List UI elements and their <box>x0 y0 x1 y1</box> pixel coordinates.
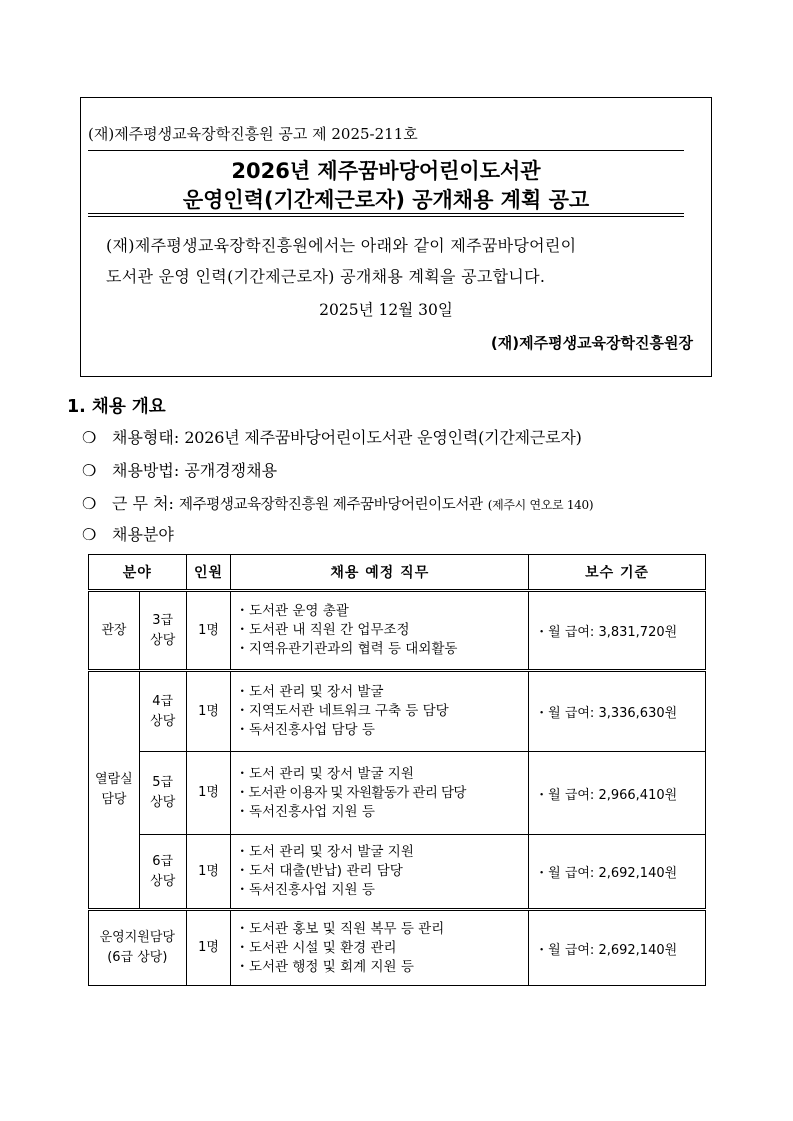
duty-line: ・도서관 시설 및 환경 관리 <box>235 939 397 956</box>
pay-cell: ・월 급여: 3,336,630원 <box>529 671 706 752</box>
grade-cell: 4급 상당 <box>139 671 186 752</box>
circle-bullet-icon: ❍ <box>82 494 97 513</box>
header-field: 분야 <box>89 555 187 591</box>
table-row <box>89 910 706 986</box>
duty-line: ・도서 대출(반납) 관리 담당 <box>235 863 403 879</box>
title-rule-bottom-double <box>88 216 684 217</box>
item-value: 제주평생교육장학진흥원 제주꿈바당어린이도서관 <box>179 497 483 513</box>
item-label: 채용분야 <box>112 525 174 544</box>
duty-line: ・독서진흥사업 담당 등 <box>235 722 375 738</box>
overview-item-workplace <box>82 491 593 514</box>
count-cell: 1명 <box>186 752 231 835</box>
duty-line: ・도서관 내 직원 간 업무조정 <box>235 622 410 638</box>
notice-date: 2025년 12월 30일 <box>319 301 453 319</box>
duty-line: ・도서관 홍보 및 직원 복무 등 관리 <box>235 920 445 937</box>
table-row <box>89 591 706 671</box>
grade-cell: 5급 상당 <box>139 752 186 835</box>
notice-signature: (재)제주평생교육장학진흥원장 <box>490 334 693 352</box>
title-rule-bottom <box>88 213 684 214</box>
item-value: 2026년 제주꿈바당어린이도서관 운영인력(기간제근로자) <box>184 428 582 447</box>
duties-cell <box>231 671 529 752</box>
header-pay: 보수 기준 <box>529 555 706 591</box>
table-row <box>89 835 706 910</box>
count-cell: 1명 <box>186 835 231 910</box>
duty-line: ・독서진흥사업 지원 등 <box>235 803 375 820</box>
field-cell: 열람실 담당 <box>89 671 140 910</box>
duties-cell <box>231 910 529 986</box>
field-line: (6급 상당) <box>107 950 168 965</box>
count-cell: 1명 <box>186 910 231 986</box>
duties-cell <box>231 591 529 671</box>
duty-line: ・지역도서관 네트워크 구축 등 담당 <box>235 703 449 719</box>
overview-item-fields <box>82 522 174 545</box>
notice-body-line2: 도서관 운영 인력(기간제근로자) 공개채용 계획을 공고합니다. <box>106 267 546 286</box>
circle-bullet-icon: ❍ <box>82 525 97 544</box>
circle-bullet-icon: ❍ <box>82 428 97 447</box>
recruitment-table <box>88 554 706 986</box>
notice-title-line2: 운영인력(기간제근로자) 공개채용 계획 공고 <box>182 188 590 212</box>
item-value: 공개경쟁채용 <box>184 461 278 480</box>
duty-line: ・독서진흥사업 지원 등 <box>235 882 375 898</box>
item-label: 채용형태: <box>112 428 185 447</box>
title-rule-top <box>88 150 684 151</box>
duty-line: ・도서관 운영 총괄 <box>235 603 349 619</box>
table-row <box>89 671 706 752</box>
header-duties: 채용 예정 직무 <box>231 555 529 591</box>
item-label: 근 무 처: <box>112 494 180 513</box>
duties-cell <box>231 835 529 910</box>
item-note: (제주시 연오로 140) <box>487 498 594 512</box>
notice-number: (재)제주평생교육장학진흥원 공고 제 2025-211호 <box>88 125 418 143</box>
grade-cell: 6급 상당 <box>139 835 186 910</box>
grade-cell: 3급 상당 <box>139 591 186 671</box>
duty-line: ・지역유관기관과의 협력 등 대외활동 <box>235 641 458 657</box>
duty-line: ・도서 관리 및 장서 발굴 지원 <box>235 765 414 782</box>
pay-cell: ・월 급여: 2,692,140원 <box>529 910 706 986</box>
overview-item-type <box>82 425 582 448</box>
pay-cell: ・월 급여: 2,966,410원 <box>529 752 706 835</box>
count-cell: 1명 <box>186 671 231 752</box>
pay-cell: ・월 급여: 2,692,140원 <box>529 835 706 910</box>
field-cell: 관장 <box>89 591 140 671</box>
duty-line: ・도서 관리 및 장서 발굴 <box>235 684 384 700</box>
field-cell <box>89 910 187 986</box>
table-header-row <box>89 555 706 591</box>
duties-cell <box>231 752 529 835</box>
item-label: 채용방법: <box>112 461 185 480</box>
count-cell: 1명 <box>186 591 231 671</box>
duty-line: ・도서 관리 및 장서 발굴 지원 <box>235 844 414 860</box>
section-heading: 1. 채용 개요 <box>67 397 166 417</box>
field-line: 운영지원담당 <box>99 930 175 945</box>
notice-title-line1: 2026년 제주꿈바당어린이도서관 <box>231 159 541 183</box>
header-count: 인원 <box>186 555 231 591</box>
notice-body-line1: (재)제주평생교육장학진흥원에서는 아래와 같이 제주꿈바당어린이 <box>106 236 577 255</box>
circle-bullet-icon: ❍ <box>82 461 97 480</box>
duty-line: ・도서관 행정 및 회계 지원 등 <box>235 958 414 975</box>
duty-line: ・도서관 이용자 및 자원활동가 관리 담당 <box>235 784 466 801</box>
pay-cell: ・월 급여: 3,831,720원 <box>529 591 706 671</box>
table-row <box>89 752 706 835</box>
overview-item-method <box>82 458 277 481</box>
